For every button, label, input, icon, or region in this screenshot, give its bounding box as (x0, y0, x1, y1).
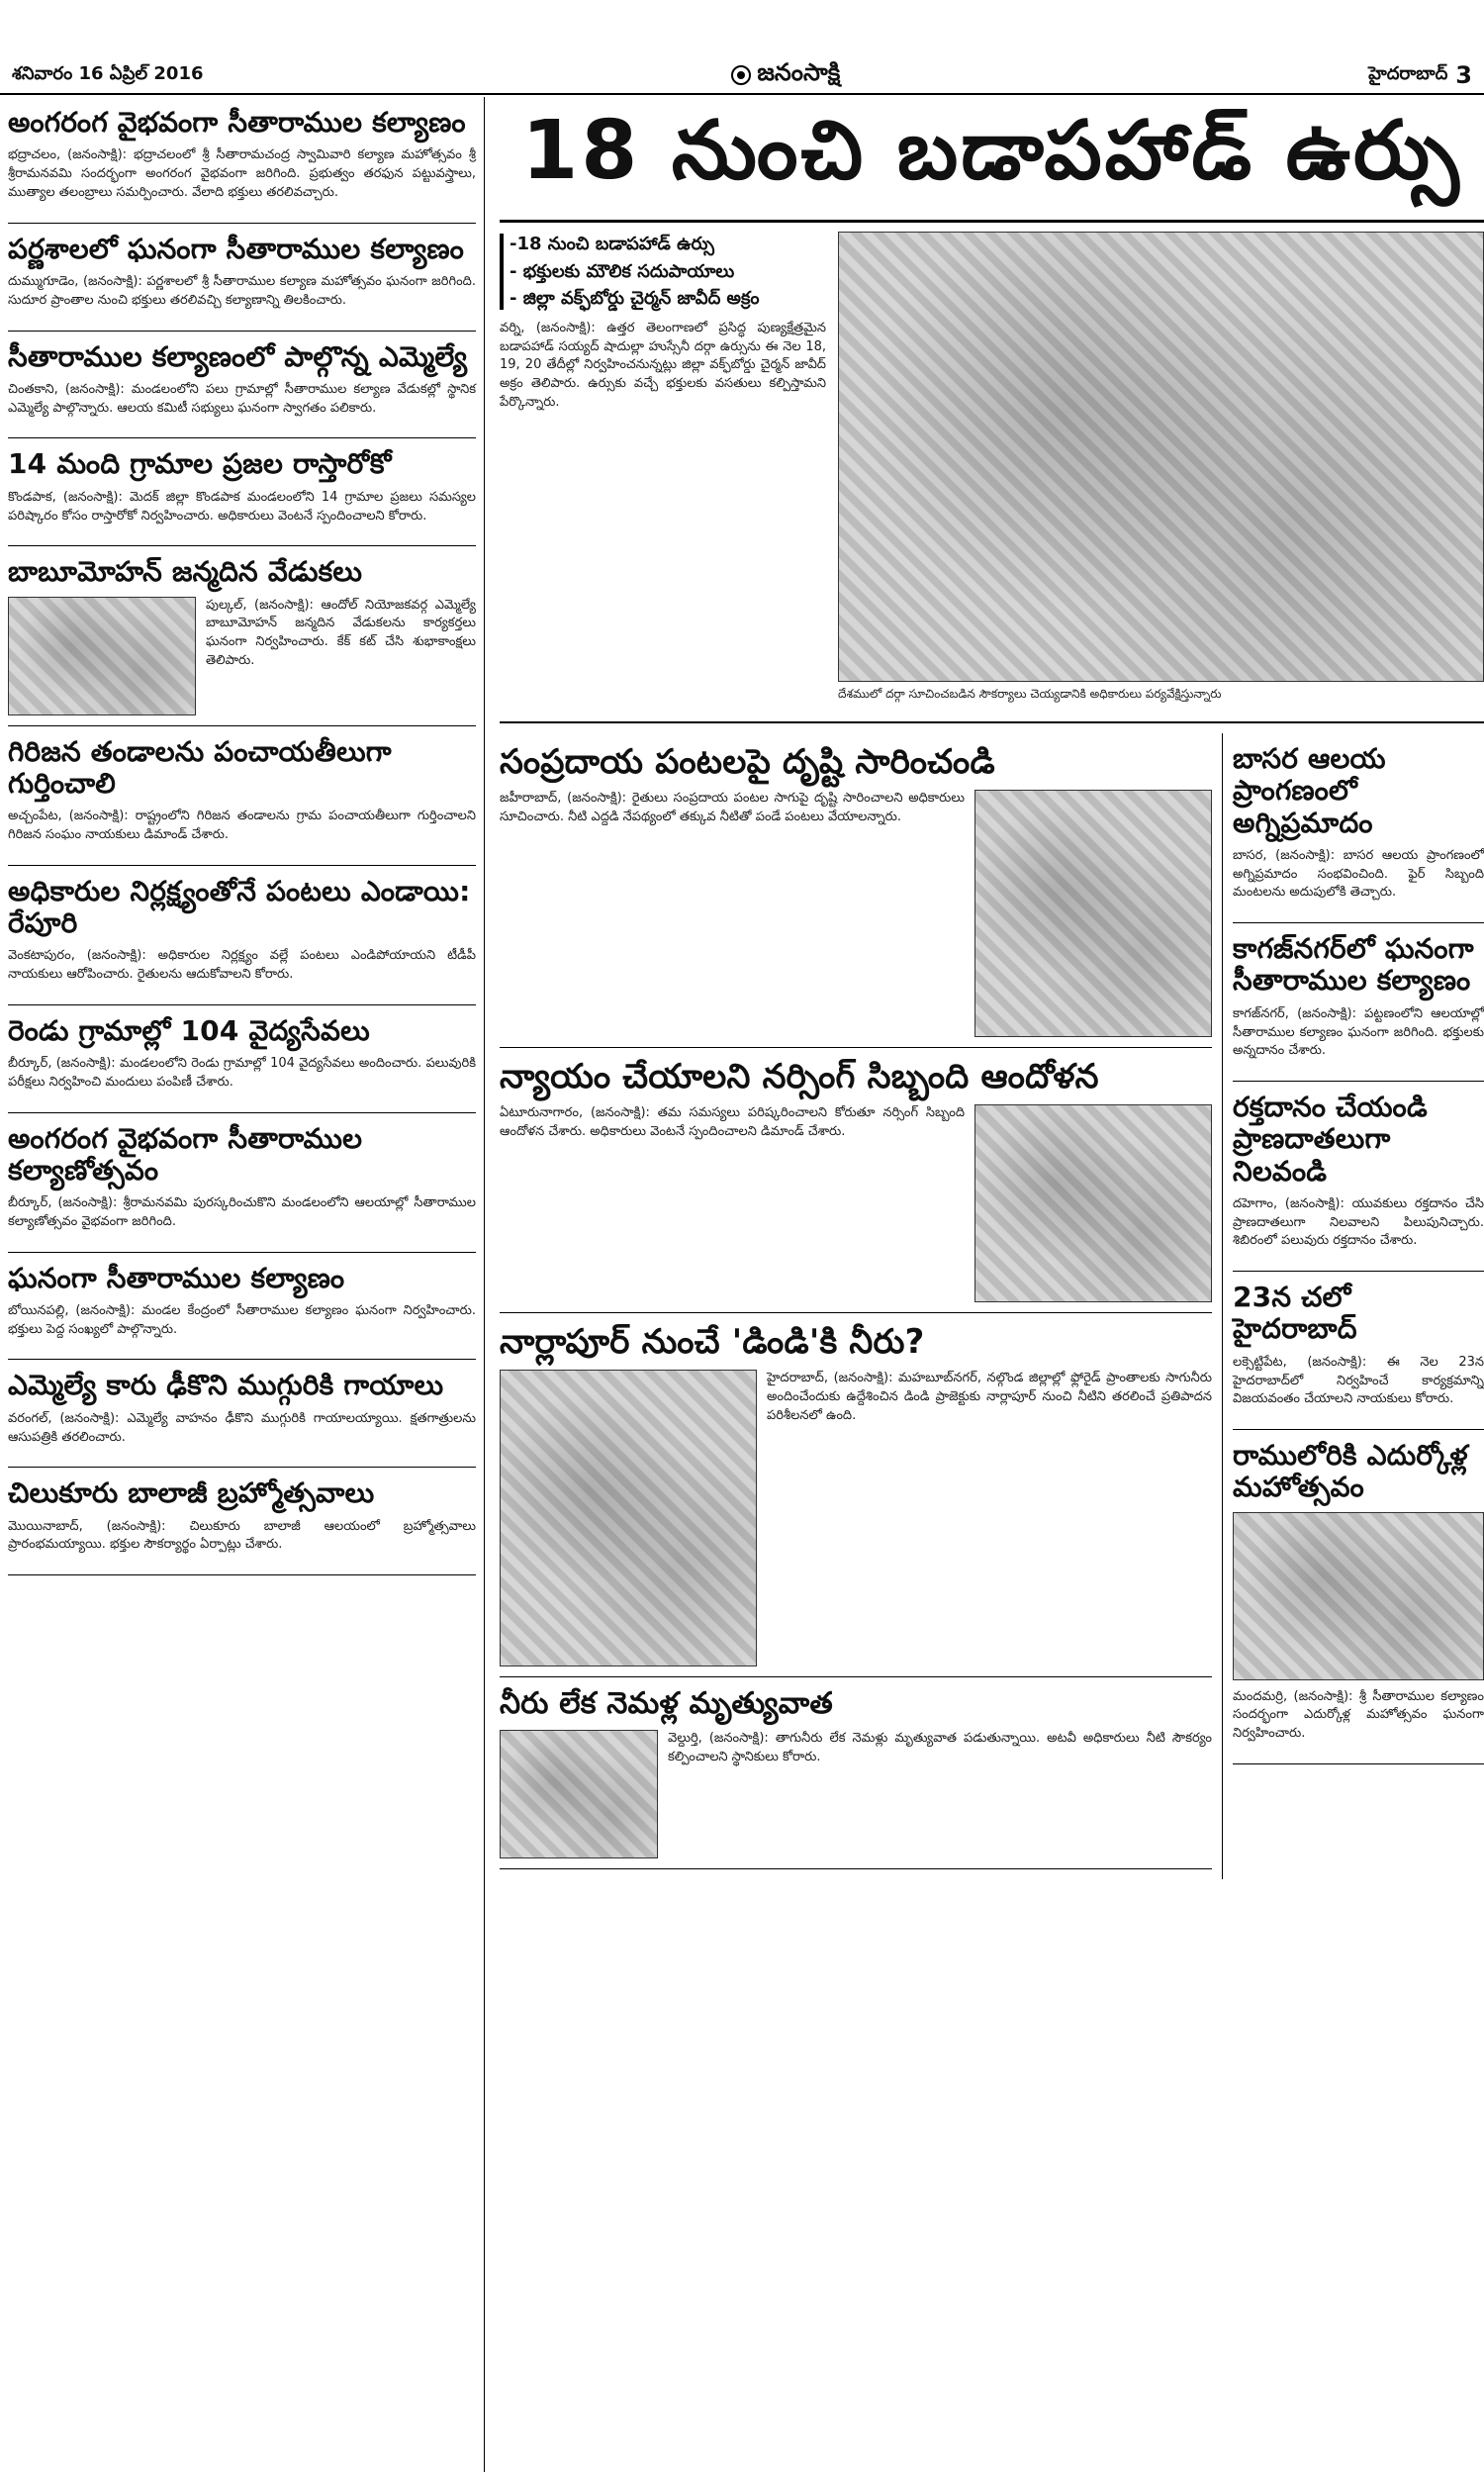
left-story-5 (8, 556, 476, 725)
news-photo (500, 1370, 757, 1666)
mid-story-4 (500, 1687, 1212, 1869)
story-content (500, 1730, 1212, 1858)
story-body: హైదరాబాద్, (జనంసాక్షి): మహబూబ్‌నగర్, నల్గొండ జిల్లాల్లో ఫ్లోరైడ్ ప్రాంతాలకు సాగునీరు అందించేందుకు ఉద్దేశించిన డిండి ప్రాజెక్టుకు నార్లాపూర్ నుంచి నీటిని తరలించే ప్రతిపాదన పరిశీలనలో ఉంది. (767, 1371, 1212, 1424)
left-story-11 (8, 1370, 476, 1468)
story-headline: 14 మంది గ్రామాల ప్రజల రాస్తారోకో (8, 447, 392, 481)
story-body: చింతకాని, (జనంసాక్షి): మండలంలోని పలు గ్రామాల్లో సీతారాముల కల్యాణ వేడుకల్లో స్థానిక ఎమ్మెల్యే పాల్గొన్నారు. ఆలయ కమిటీ సభ్యులు ఘనంగా స్వాగతం పలికారు. (8, 381, 476, 416)
story-content (500, 790, 1212, 1037)
issue-date: శనివారం 16 ఏప్రిల్ 2016 (12, 62, 204, 84)
right-story-2 (1233, 933, 1484, 1082)
story-body: మొయినాబాద్, (జనంసాక్షి): చిలుకూరు బాలాజీ ఆలయంలో బ్రహ్మోత్సవాలు ప్రారంభమయ్యాయి. భక్తుల సౌకర్యార్థం ఏర్పాట్లు చేశారు. (8, 1518, 476, 1553)
story-body: బీర్కూర్, (జనంసాక్షి): మండలంలోని రెండు గ్రామాల్లో 104 వైద్యసేవలు అందించారు. పలువురికి పరీక్షలు నిర్వహించి మందులు పంపిణీ చేశారు. (8, 1055, 476, 1090)
right-story-4 (1233, 1282, 1484, 1430)
story-headline: అంగరంగ వైభవంగా సీతారాముల కల్యాణోత్సవం (8, 1121, 363, 1187)
middle-grid (500, 723, 1484, 1879)
newspaper-brand (731, 58, 840, 92)
masthead (0, 57, 1484, 95)
story-content (500, 1370, 1212, 1666)
story-headline: సీతారాముల కల్యాణంలో పాల్గొన్న ఎమ్మెల్యే (8, 339, 468, 373)
story-body: బోయినపల్లి, (జనంసాక్షి): మండల కేంద్రంలో సీతారాముల కల్యాణం ఘనంగా నిర్వహించారు. భక్తులు పెద్ద సంఖ్యలో పాల్గొన్నారు. (8, 1302, 476, 1337)
lead-image-column (838, 232, 1484, 712)
middle-main-column (500, 733, 1212, 1879)
story-headline: సంప్రదాయ పంటలపై దృష్టి సారించండి (500, 742, 995, 783)
right-story-1 (1233, 743, 1484, 923)
story-body: వెల్దుర్తి, (జనంసాక్షి): తాగునీరు లేక నెమళ్లు మృత్యువాత పడుతున్నాయి. అటవీ అధికారులు నీటి సౌకర్యం కల్పించాలని స్థానికులు కోరారు. (668, 1730, 1212, 1764)
story-headline: రక్తదానం చేయండి ప్రాణదాతలుగా నిలవండి (1233, 1091, 1428, 1188)
story-body: బాసర, (జనంసాక్షి): బాసర ఆలయ ప్రాంగణంలో అగ్నిప్రమాదం సంభవించింది. ఫైర్ సిబ్బంది మంటలను అదుపులోకి తెచ్చారు. (1233, 847, 1484, 901)
story-headline: గిరిజన తండాలను పంచాయతీలుగా గుర్తించాలి (8, 734, 392, 800)
lead-bullet-item: - భక్తులకు మౌలిక సదుపాయాలు (510, 260, 735, 282)
page-number: 3 (1455, 61, 1472, 89)
mid-story-3 (500, 1323, 1212, 1677)
story-body: దుమ్ముగూడెం, (జనంసాక్షి): పర్ణశాలలో శ్రీ సీతారాముల కల్యాణ మహోత్సవం ఘనంగా జరిగింది. సుదూర ప్రాంతాల నుంచి భక్తులు తరలివచ్చి కల్యాణాన్ని తిలకించారు. (8, 273, 476, 308)
edition-city: హైదరాబాద్ (1368, 62, 1448, 84)
right-story-3 (1233, 1092, 1484, 1272)
story-body: అచ్చంపేట, (జనంసాక్షి): రాష్ట్రంలోని గిరిజన తండాలను గ్రామ పంచాయతీలుగా గుర్తించాలని గిరిజన సంఘం నాయకులు డిమాండ్ చేశారు. (8, 808, 476, 842)
story-body: వరంగల్, (జనంసాక్షి): ఎమ్మెల్యే వాహనం ఢీకొని ముగ్గురికి గాయాలయ్యాయి. క్షతగాత్రులను ఆసుపత్రికి తరలించారు. (8, 1410, 476, 1445)
story-body: జహీరాబాద్, (జనంసాక్షి): రైతులు సంప్రదాయ పంటల సాగుపై దృష్టి సారించాలని అధికారులు సూచించారు. నీటి ఎద్దడి నేపథ్యంలో తక్కువ నీటితో పండే పంటలు వేయాలన్నారు. (500, 791, 965, 825)
story-body: భద్రాచలం, (జనంసాక్షి): భద్రాచలంలో శ్రీ సీతారామచంద్ర స్వామివారి కల్యాణ మహోత్సవం శ్రీ శ్రీరామనవమి సందర్భంగా అంగరంగ వైభవంగా జరిగింది. ప్రభుత్వం తరఫున పట్టువస్త్రాలు, ముత్యాల తలంబ్రాలు సమర్పించారు. వేలాది భక్తులు తరలివచ్చారు. (8, 147, 476, 200)
story-headline: చిలుకూరు బాలాజీ బ్రహ్మోత్సవాలు (8, 1476, 375, 1510)
story-headline: పర్ణశాలలో ఘనంగా సీతారాముల కల్యాణం (8, 232, 465, 265)
story-body: మందమర్రి, (జనంసాక్షి): శ్రీ సీతారాముల కల్యాణం సందర్భంగా ఎదుర్కోళ్ల మహోత్సవం ఘనంగా నిర్వహించారు. (1233, 1688, 1484, 1742)
story-headline: బాబూమోహన్ జన్మదిన వేడుకలు (8, 555, 363, 589)
story-headline: కాగజ్‌నగర్‌లో ఘనంగా సీతారాముల కల్యాణం (1233, 932, 1474, 998)
news-photo (974, 790, 1212, 1037)
mid-story-2 (500, 1058, 1212, 1313)
story-headline: అధికారుల నిర్లక్ష్యంతోనే పంటలు ఎండాయి: రేపూరి (8, 874, 471, 939)
story-body: లక్సెట్టిపేట, (జనంసాక్షి): ఈ నెల 23న హైదరాబాద్‌లో నిర్వహించే కార్యక్రమాన్ని విజయవంతం చేయాలని నాయకులు కోరారు. (1233, 1354, 1484, 1407)
mid-story-1 (500, 743, 1212, 1048)
left-story-7 (8, 876, 476, 1005)
left-story-3 (8, 341, 476, 439)
news-photo (8, 597, 196, 715)
lead-bullet-item: - జిల్లా వక్ఫ్‌బోర్డు చైర్మన్ జావీద్ అక్రం (510, 288, 760, 310)
story-headline: అంగరంగ వైభవంగా సీతారాముల కల్యాణం (8, 106, 466, 139)
left-story-10 (8, 1263, 476, 1361)
masthead-right (1368, 61, 1472, 89)
left-story-6 (8, 736, 476, 866)
story-headline: న్యాయం చేయాలని నర్సింగ్ సిబ్బంది ఆందోళన (500, 1057, 1099, 1097)
story-headline: రాములోరికి ఎదుర్కోళ్ల మహోత్సవం (1233, 1439, 1468, 1504)
story-headline: ఎమ్మెల్యే కారు ఢీకొని ముగ్గురికి గాయాలు (8, 1369, 444, 1402)
story-content (8, 597, 476, 715)
story-headline: రెండు గ్రామాల్లో 104 వైద్యసేవలు (8, 1013, 370, 1047)
story-body: వెంకటాపురం, (జనంసాక్షి): అధికారుల నిర్లక్ష్యం వల్లే పంటలు ఎండిపోయాయని టీడీపీ నాయకులు ఆరోపించారు. రైతులను ఆదుకోవాలని కోరారు. (8, 947, 476, 982)
left-story-2 (8, 234, 476, 332)
story-body: పుల్కల్, (జనంసాక్షి): ఆందోల్ నియోజకవర్గ ఎమ్మెల్యే బాబూమోహన్ జన్మదిన వేడుకలను కార్యకర్తలు ఘనంగా నిర్వహించారు. కేక్ కట్ చేసి శుభాకాంక్షలు తెలిపారు. (206, 597, 476, 669)
brand-logo-icon (731, 65, 751, 85)
story-headline: 23న చలో హైదరాబాద్ (1233, 1281, 1357, 1346)
story-body: దహెగాం, (జనంసాక్షి): యువకులు రక్తదానం చేసి ప్రాణదాతలుగా నిలవాలని పిలుపునిచ్చారు. శిబిరంలో పలువురు రక్తదానం చేశారు. (1233, 1195, 1484, 1249)
story-content (500, 1104, 1212, 1302)
story-body: బీర్కూర్, (జనంసాక్షి): శ్రీరామనవమి పురస్కరించుకొని మండలంలోని ఆలయాల్లో సీతారాముల కల్యాణోత్సవం వైభవంగా జరిగింది. (8, 1194, 476, 1229)
lead-body: వర్ని, (జనంసాక్షి): ఉత్తర తెలంగాణలో ప్రసిద్ధ పుణ్యక్షేత్రమైన బడాపహాడ్ సయ్యద్ షాదుల్లా హుస్సేనీ దర్గా ఉర్సును ఈ నెల 18, 19, 20 తేదీల్లో నిర్వహించనున్నట్లు జిల్లా వక్ఫ్‌బోర్డు చైర్మన్ జావీద్ అక్రం తెలిపారు. ఉర్సుకు వచ్చే భక్తులకు వసతులు కల్పిస్తామని పేర్కొన్నారు. (500, 320, 826, 411)
left-story-12 (8, 1477, 476, 1575)
story-body: ఏటూరునాగారం, (జనంసాక్షి): తమ సమస్యలు పరిష్కరించాలని కోరుతూ నర్సింగ్ సిబ్బంది ఆందోళన చేశారు. అధికారులు వెంటనే స్పందించాలని డిమాండ్ చేశారు. (500, 1105, 965, 1140)
right-content-area (500, 224, 1484, 2474)
lead-bullets (500, 234, 826, 310)
lead-bullet-item: -18 నుంచి బడాపహాడ్ ఉర్సు (510, 234, 714, 254)
news-photo (974, 1104, 1212, 1302)
left-story-8 (8, 1015, 476, 1113)
left-column (0, 97, 485, 2472)
story-headline: బాసర ఆలయ ప్రాంగణంలో అగ్నిప్రమాదం (1233, 742, 1386, 839)
news-photo (500, 1730, 658, 1858)
story-headline: నీరు లేక నెమళ్ల మృత్యువాత (500, 1686, 833, 1722)
right-sidebar-column (1222, 733, 1484, 1879)
lead-caption: దేశములో దర్గా సూచించబడిన సౌకర్యాలు చెయ్యడానికి అధికారులు పర్యవేక్షిస్తున్నారు (838, 687, 1222, 701)
brand-name: జనంసాక్షి (757, 58, 841, 86)
story-headline: ఘనంగా సీతారాముల కల్యాణం (8, 1261, 345, 1294)
lead-text-column (500, 232, 826, 712)
story-body: కొండపాక, (జనంసాక్షి): మెదక్ జిల్లా కొండపాక మండలంలోని 14 గ్రామాల ప్రజలు సమస్యల పరిష్కారం కోసం రాస్తారోకో నిర్వహించారు. అధికారులు వెంటనే స్పందించాలని కోరారు. (8, 489, 476, 523)
story-body: కాగజ్‌నగర్, (జనంసాక్షి): పట్టణంలోని ఆలయాల్లో సీతారాముల కల్యాణం ఘనంగా జరిగింది. భక్తులకు అన్నదానం చేశారు. (1233, 1005, 1484, 1059)
left-story-1 (8, 107, 476, 224)
lead-story (500, 224, 1484, 723)
left-story-4 (8, 448, 476, 546)
left-story-9 (8, 1123, 476, 1253)
lead-headline: 18 నుంచి బడాపహాడ్ ఉర్సు (500, 101, 1484, 223)
news-photo (1233, 1512, 1484, 1680)
right-story-5 (1233, 1440, 1484, 1764)
story-headline: నార్లాపూర్ నుంచే 'డిండి'కి నీరు? (500, 1322, 925, 1363)
lead-photo (838, 232, 1484, 682)
